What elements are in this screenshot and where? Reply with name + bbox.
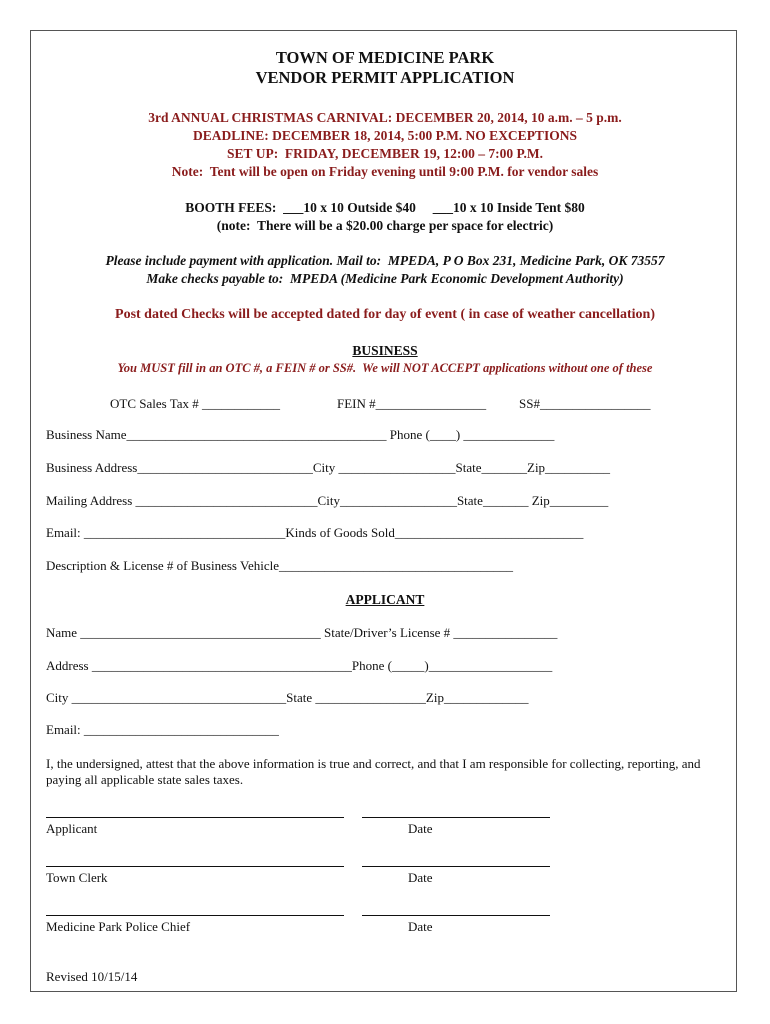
mailing-address-field[interactable]: Mailing Address ____________________________City__________________State_______ Zip_________ [46,493,609,508]
tent-note-line: Note: Tent will be open on Friday evening until 9:00 P.M. for vendor sales [171,164,599,179]
booth-fees-line: BOOTH FEES: ___10 x 10 Outside $40 ___10 x 10 Inside Tent $80 [185,200,585,215]
applicant-date-label: Date [408,821,433,836]
attestation-text: I, the undersigned, attest that the above information is true and correct, and that I am responsible for collecting, reporting, and paying all applicable state sales taxes. [46,756,701,787]
town-clerk-date-label: Date [408,870,433,885]
applicant-signature-line[interactable] [46,817,344,818]
town-clerk-label: Town Clerk [46,870,108,885]
applicant-date-line[interactable] [362,817,550,818]
fein-field[interactable]: FEIN #_________________ [337,396,487,411]
form-title: TOWN OF MEDICINE PARK [275,48,495,67]
applicant-signature-label: Applicant [46,821,98,836]
applicant-email-field[interactable]: Email: ______________________________ [46,722,279,737]
applicant-address-field[interactable]: Address ________________________________________Phone (_____)___________________ [46,658,553,673]
business-heading: BUSINESS [352,343,418,358]
payment-mail-line: Please include payment with application. Mail to: MPEDA, P O Box 231, Medicine Park, OK 73557 [105,253,665,268]
electric-note-line: (note: There will be a $20.00 charge per space for electric) [216,218,554,233]
postdated-checks-note: Post dated Checks will be accepted dated for day of event ( in case of weather cancellation) [115,307,655,322]
applicant-heading: APPLICANT [345,592,425,607]
business-id-warning: You MUST fill in an OTC #, a FEIN # or SS#. We will NOT ACCEPT applications without one of these [117,361,653,375]
business-vehicle-field[interactable]: Description & License # of Business Vehicle____________________________________ [46,558,513,573]
applicant-city-field[interactable]: City _________________________________State _________________Zip_____________ [46,690,529,705]
setup-line: SET UP: FRIDAY, DECEMBER 19, 12:00 – 7:00 P.M. [227,146,543,161]
revision-date: Revised 10/15/14 [46,969,138,984]
business-email-field[interactable]: Email: _______________________________Kinds of Goods Sold_____________________________ [46,525,584,540]
business-address-field[interactable]: Business Address___________________________City __________________State_______Zip__________ [46,460,611,475]
event-date-line: 3rd ANNUAL CHRISTMAS CARNIVAL: DECEMBER 20, 2014, 10 a.m. – 5 p.m. [148,110,622,125]
police-chief-date-line[interactable] [362,915,550,916]
deadline-line: DEADLINE: DECEMBER 18, 2014, 5:00 P.M. NO EXCEPTIONS [193,128,577,143]
town-clerk-date-line[interactable] [362,866,550,867]
payment-payable-line: Make checks payable to: MPEDA (Medicine Park Economic Development Authority) [146,271,624,286]
otc-sales-tax-field[interactable]: OTC Sales Tax # ____________ [110,396,281,411]
ss-field[interactable]: SS#_________________ [519,396,651,411]
form-subtitle: VENDOR PERMIT APPLICATION [255,68,515,87]
police-chief-signature-line[interactable] [46,915,344,916]
police-chief-date-label: Date [408,919,433,934]
applicant-name-field[interactable]: Name _____________________________________ State/Driver’s License # ________________ [46,625,558,640]
police-chief-label: Medicine Park Police Chief [46,919,191,934]
business-name-field[interactable]: Business Name________________________________________ Phone (____) ______________ [46,427,555,442]
town-clerk-signature-line[interactable] [46,866,344,867]
